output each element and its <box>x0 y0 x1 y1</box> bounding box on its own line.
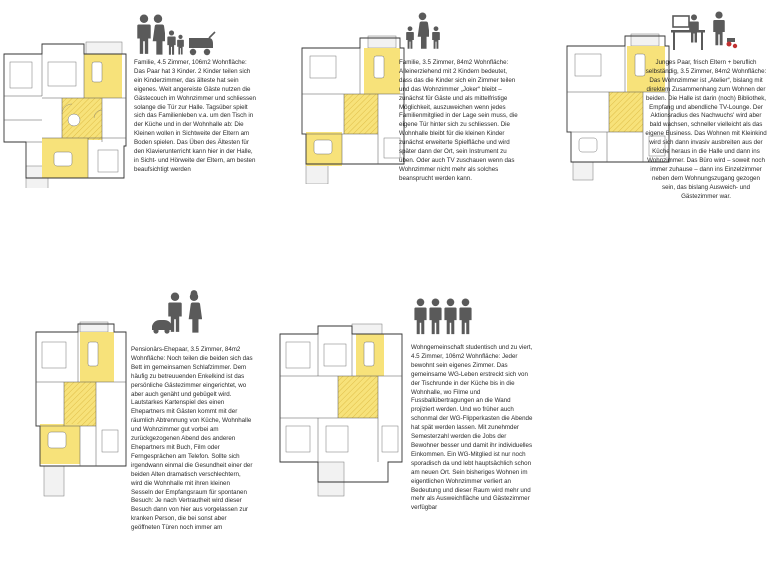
single-parent-family-icon <box>406 12 452 52</box>
floor-plan-shared-flat <box>278 322 408 502</box>
description-shared-flat: Wohngemeinschaft studentisch und zu viert, 4.5 Zimmer, 106m2 Wohnfläche: Jeder bewohnt sein eigenes Zimmer. Das gemeinsame WG-Leben erstreckt sich von der Tischrunde in der Küche bis in die Wohnhalle, wo Filme und Fussballübertragungen an die Wand projiziert werden. Und wo früher auch schonmal der WG-Flipperkasten die Abende hat spät werden lassen. Mit zunehmder Semesterzahl werden die Jobs der Bewohner besser und damit ihr individuelles Einkommen. Ein WG-Mitglied ist nur noch sporadisch da und lebt hauptsächlich schon am neuen Ort. Sein bisheriges Wohnen im eigentlichen Wohnzimmer verliert an Bedeutung und dieser Raum wird mehr und mehr als Ausweichfläche und Gästezimmer verfügbar <box>411 344 533 512</box>
description-retired-couple: Pensionärs-Ehepaar, 3.5 Zimmer, 84m2 Wohnfläche: Noch teilen die beiden sich das Bett im gemeinsamen Schlafzimmer. Dem häufig zu betreuuenden Enkelkind ist das persönliche Gästezimmer eingerichtet, wo aber auch genäht und gebügelt wird. Lautstarkes Kartenspiel des einen Ehepartners mit Gästen kommt mit der räumlich Abtrennung von Küche, Wohnhalle und Wohnzimmer gut vorbei am zurückgezogenen Abend des anderen Ehepartners mit Buch, Film oder Ferngesprächen am Telefon. Sollte sich irgendwann einmal die Gesundheit einer der beiden Alten dramatisch verschlechtern, wird die Wohnhalle mit ihren kleinen Sesseln der Empfangsraum für spontanen Besuch: Je nach Vertrautheit wird dieser Besuch dann von hier aus vorgelassen zur kranken Person, die bei sonst aber geöffneten Türen noch immer am <box>131 346 253 532</box>
floor-plan-family-3-5 <box>300 34 410 184</box>
retired-couple-icon <box>150 290 222 336</box>
four-roommates-icon <box>414 298 476 338</box>
floor-plan-retired-couple <box>34 320 130 500</box>
description-family-3-5: Familie, 3.5 Zimmer, 84m2 Wohnfläche: Alleinerziehend mit 2 Kindern bedeutet, dass das die Kinder sich ein Zimmer teilen und das Wohnzimmer „Joker“ bleibt – zunächst für Gäste und als mittelfristige Möglichkeit, auszuweichen wenn jedes Familienmitglied in der Lage sein muss, die eigene Tür hinter sich zu schliessen. Die Wohnhalle bleibt für die kleinen Kinder zunächst erweiterte Spielfläche und wird später dann der Ort, sein Instrument zu üben. Oder auch TV zuschauen wenn das Wohnzimmer nicht mehr als solches beansprucht werden kann. <box>399 59 518 182</box>
description-young-couple: Junges Paar, frisch Eltern + beruflich selbständig, 3.5 Zimmer, 84m2 Wohnfläche: Das Wohnzimmer ist „Atelier“, bislang mit direktem Zusammenhang zum Wohnen der beiden. Die Halle ist darin (noch) Bibliothek, Empfang und abendliche TV-Lounge. Der Aktionsradius des Nachwuchs' wird aber bald wachsen, schneller vielleicht als das eigene Business. Das Wohnen mit Kleinkind wird sich dann invasiv ausbreiten aus der Küche heraus in die Halle und dann ins Wohnzimmer. Das Büro wird – soweit noch immer zuhause – dann ins Einzelzimmer neben dem Wohnungszugang gezogen sein, das bislang Ausweich- und Gästezimmer war. <box>645 59 767 200</box>
family-with-pram-icon <box>137 10 217 58</box>
description-family-4-5: Familie, 4.5 Zimmer, 106m2 Wohnfläche: Das Paar hat 3 Kinder. 2 Kinder teilen sich ein Kinderzimmer, das älteste hat sein eigenes. Weit angereiste Gäste nutzen die Gästecouch im Wohnzimmer und schliessen solange die Tür zur Halle. Tagsüber spielt sich das Familienleben v.a. um den Tisch in der Küche und in der Wohnhalle ab: Die Kleinen wollen in Sichtweite der Eltern am Boden spielen. Das Üben des Ältesten für den Klavierunterricht kann hier in der Halle, in Sicht- und Hörweite der Eltern, am besten beaufsichtigt werden <box>134 59 256 173</box>
floor-plan-family-4-5 <box>2 38 132 188</box>
workdesk-couple-icon <box>669 8 739 52</box>
